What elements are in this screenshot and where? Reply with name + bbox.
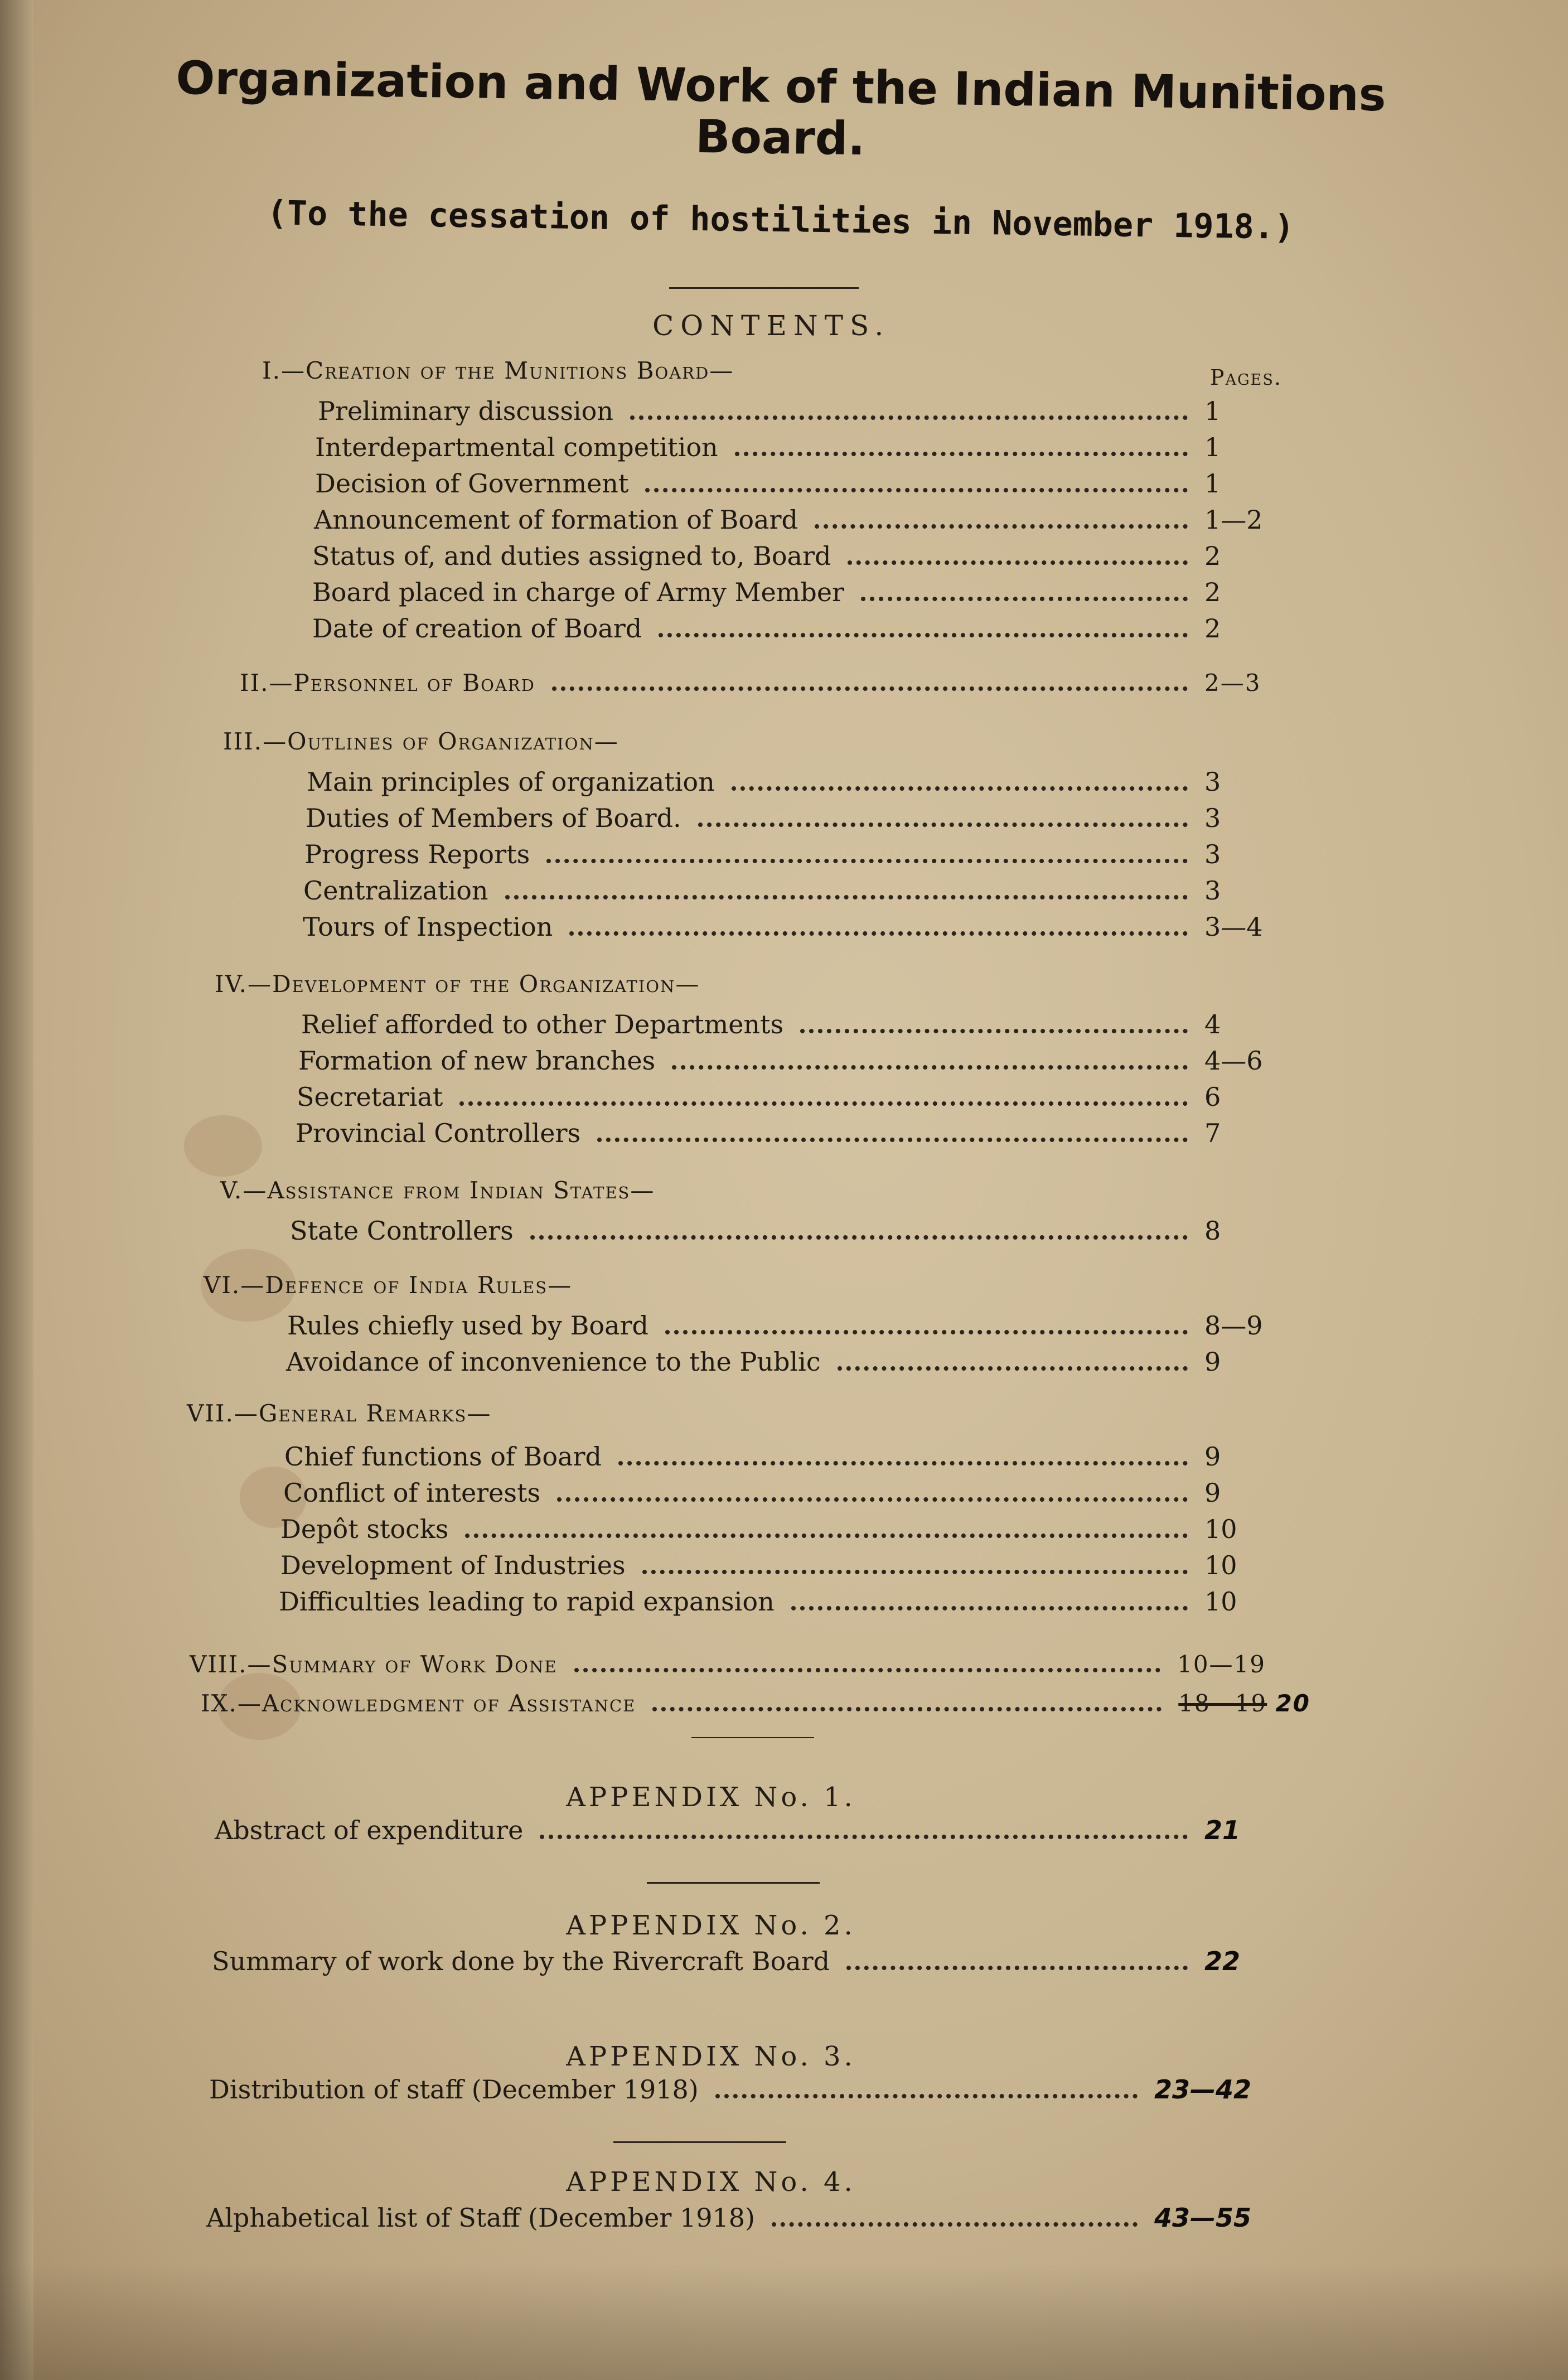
leader-dots [546, 859, 1188, 863]
entry-label: Chief functions of Board [284, 1441, 602, 1472]
leader-dots [552, 686, 1188, 691]
toc-entry [298, 1046, 1266, 1077]
toc-entry [315, 468, 1266, 500]
entry-label: Secretariat [297, 1082, 443, 1112]
document-subtitle: (To the cessation of hostilities in November 1918.) [267, 194, 1295, 247]
entry-page: 21 [1204, 1815, 1241, 1845]
entry-page: 3 [1204, 767, 1221, 797]
section-title: Personnel of Board [293, 669, 535, 696]
section-rule [691, 1737, 814, 1738]
leader-dots [505, 895, 1188, 899]
entry-page: 10—19 [1177, 1651, 1266, 1678]
toc-entry [280, 1514, 1266, 1546]
section-numeral: IX. [201, 1690, 238, 1717]
toc-entry [286, 1347, 1266, 1378]
entry-page: 1 [1204, 432, 1221, 462]
leader-dots [815, 524, 1188, 529]
section-numeral: VIII. [190, 1651, 248, 1678]
entry-label: Main principles of organization [307, 767, 715, 797]
entry-page: 4 [1204, 1009, 1221, 1039]
entry-label: Decision of Government [315, 468, 629, 499]
toc-entry [312, 541, 1266, 573]
entry-page: 9 [1204, 1478, 1221, 1508]
entry-page: 2 [1204, 541, 1221, 571]
leader-dots [630, 415, 1188, 420]
leader-dots [665, 1330, 1188, 1334]
toc-entry [307, 767, 1266, 799]
entry-label: Distribution of staff (December 1918) [209, 2074, 699, 2105]
entry-label: Alphabetical list of Staff (December 1918) [206, 2203, 755, 2233]
toc-entry [279, 1586, 1266, 1618]
entry-page [1178, 1690, 1310, 1717]
section-title: Summary of Work Done [272, 1651, 558, 1678]
entry-label: Formation of new branches [298, 1046, 656, 1076]
leader-dots [838, 1366, 1188, 1371]
entry-page: 3 [1204, 875, 1221, 906]
leader-dots [652, 1707, 1162, 1711]
section-heading: I.—Creation of the Munitions Board— [262, 357, 734, 384]
appendix-heading: APPENDIX No. 4. [566, 2166, 856, 2198]
section-title: Defence of India Rules— [265, 1271, 573, 1299]
leader-dots [800, 1029, 1188, 1033]
entry-page: 10 [1204, 1514, 1237, 1544]
leader-dots [569, 931, 1188, 936]
struck-page-number: 18—19 [1178, 1690, 1267, 1717]
entry-page: 23—42 [1154, 2074, 1252, 2105]
appendix-heading: APPENDIX No. 2. [566, 1910, 856, 1941]
section-numeral: I. [262, 357, 281, 384]
leader-dots [642, 1570, 1188, 1574]
toc-entry [190, 1651, 1266, 1680]
leader-dots [672, 1065, 1188, 1070]
leader-dots [732, 786, 1188, 791]
appendix-entry [206, 2203, 1266, 2234]
entry-label: Duties of Members of Board. [306, 803, 681, 833]
page-edge-shadow [0, 0, 33, 2380]
title-rule [669, 287, 859, 289]
toc-entry [283, 1478, 1266, 1510]
section-title: General Remarks— [258, 1400, 492, 1427]
toc-entry [297, 1082, 1266, 1114]
entry-label: Relief afforded to other Departments [301, 1009, 784, 1039]
appendix-heading: APPENDIX No. 3. [566, 2041, 856, 2072]
leader-dots [735, 452, 1188, 456]
appendix-entry [212, 1946, 1266, 1978]
entry-page: 2 [1204, 577, 1221, 607]
entry-label: Difficulties leading to rapid expansion [279, 1586, 775, 1617]
entry-label: Progress Reports [304, 839, 530, 869]
foxing-stain [184, 1115, 262, 1177]
entry-page: 8 [1204, 1216, 1221, 1246]
contents-heading: CONTENTS. [652, 309, 891, 342]
entry-label: Avoidance of inconvenience to the Public [286, 1347, 821, 1377]
entry-label: Depôt stocks [280, 1514, 449, 1544]
section-heading: II.—Personnel of Board [240, 669, 535, 696]
appendix-heading: APPENDIX No. 1. [566, 1782, 856, 1813]
toc-entry [287, 1310, 1266, 1342]
toc-entry [296, 1118, 1266, 1150]
entry-label: Announcement of formation of Board [314, 505, 798, 535]
handwritten-page-number: 20 [1275, 1690, 1310, 1717]
entry-label: Development of Industries [280, 1550, 626, 1580]
leader-dots [530, 1235, 1188, 1240]
entry-label: Summary of work done by the Rivercraft Board [212, 1946, 830, 1976]
toc-entry [306, 803, 1266, 835]
section-title: Assistance from Indian States— [267, 1177, 655, 1204]
pages-column-header: Pages. [1210, 365, 1282, 390]
entry-page: 9 [1204, 1441, 1221, 1472]
section-heading: VIII.—Summary of Work Done [190, 1651, 558, 1678]
entry-page: 4—6 [1204, 1046, 1263, 1076]
section-numeral: VII. [187, 1400, 234, 1427]
entry-label: Preliminary discussion [318, 396, 613, 426]
entry-label: Interdepartmental competition [315, 432, 718, 462]
leader-dots [574, 1668, 1161, 1672]
leader-dots [791, 1606, 1188, 1610]
leader-dots [861, 597, 1188, 601]
appendix-rule [613, 2141, 786, 2143]
leader-dots [659, 633, 1188, 637]
leader-dots [715, 2094, 1138, 2098]
entry-page: 1 [1204, 396, 1221, 426]
entry-page: 3 [1204, 839, 1221, 869]
toc-entry [318, 396, 1266, 428]
entry-label: State Controllers [290, 1216, 514, 1246]
entry-label: Provincial Controllers [296, 1118, 581, 1148]
entry-label: Conflict of interests [283, 1478, 541, 1508]
toc-entry [290, 1216, 1266, 1247]
leader-dots [846, 1966, 1188, 1970]
toc-entry [312, 613, 1266, 645]
leader-dots [848, 560, 1188, 565]
entry-page: 6 [1204, 1082, 1221, 1112]
leader-dots [618, 1461, 1188, 1465]
appendix-rule [647, 1882, 820, 1884]
appendix-entry [215, 1815, 1266, 1847]
leader-dots [772, 2222, 1138, 2227]
section-numeral: VI. [204, 1271, 241, 1299]
leader-dots [645, 488, 1188, 492]
entry-page: 3 [1204, 803, 1221, 833]
section-title: Development of the Organization— [272, 970, 700, 998]
section-heading: VII.—General Remarks— [187, 1400, 492, 1427]
entry-page: 8—9 [1204, 1310, 1263, 1341]
section-numeral: IV. [215, 970, 248, 998]
leader-dots [459, 1101, 1188, 1106]
toc-entry [304, 839, 1266, 871]
entry-page: 2 [1204, 613, 1221, 644]
appendix-entry [209, 2074, 1266, 2106]
entry-page: 10 [1204, 1550, 1237, 1580]
document-title: Organization and Work of the Indian Munitions Board. [175, 51, 1387, 166]
section-heading: IX.—Acknowledgment of Assistance [201, 1690, 636, 1717]
toc-entry [301, 1009, 1266, 1041]
entry-page: 22 [1204, 1946, 1241, 1976]
section-title: Creation of the Munitions Board— [305, 357, 734, 384]
entry-page: 1—2 [1204, 505, 1263, 535]
entry-label: Tours of Inspection [303, 912, 553, 942]
toc-entry [315, 432, 1266, 464]
entry-page: 7 [1204, 1118, 1221, 1148]
entry-label: Rules chiefly used by Board [287, 1310, 649, 1341]
entry-page: 9 [1204, 1347, 1221, 1377]
toc-entry [284, 1441, 1266, 1473]
section-title: Outlines of Organization— [287, 728, 619, 755]
entry-label: Board placed in charge of Army Member [312, 577, 845, 607]
section-heading: VI.—Defence of India Rules— [204, 1271, 573, 1299]
toc-entry [303, 912, 1266, 944]
toc-entry [240, 669, 1266, 699]
section-heading: V.—Assistance from Indian States— [220, 1177, 655, 1204]
entry-label: Status of, and duties assigned to, Board [312, 541, 831, 571]
leader-dots [557, 1497, 1188, 1502]
entry-label: Abstract of expenditure [215, 1815, 524, 1845]
section-numeral: II. [240, 669, 269, 696]
entry-page: 1 [1204, 468, 1221, 499]
entry-label: Date of creation of Board [312, 613, 642, 644]
section-title: Acknowledgment of Assistance [262, 1690, 636, 1717]
toc-entry [280, 1550, 1266, 1582]
section-heading: III.—Outlines of Organization— [223, 728, 619, 755]
bottom-shadow [0, 2264, 1568, 2380]
leader-dots [465, 1534, 1188, 1538]
toc-entry [201, 1690, 1310, 1719]
leader-dots [597, 1138, 1188, 1142]
section-heading: IV.—Development of the Organization— [215, 970, 700, 998]
section-numeral: III. [223, 728, 263, 755]
entry-label: Centralization [303, 875, 488, 906]
entry-page: 2—3 [1204, 669, 1261, 696]
leader-dots [698, 823, 1188, 827]
toc-entry [303, 875, 1266, 907]
entry-page: 10 [1204, 1586, 1237, 1617]
entry-page: 43—55 [1154, 2203, 1252, 2233]
leader-dots [540, 1835, 1188, 1839]
toc-entry [312, 577, 1266, 609]
entry-page: 3—4 [1204, 912, 1263, 942]
section-numeral: V. [220, 1177, 243, 1204]
toc-entry [314, 505, 1266, 536]
